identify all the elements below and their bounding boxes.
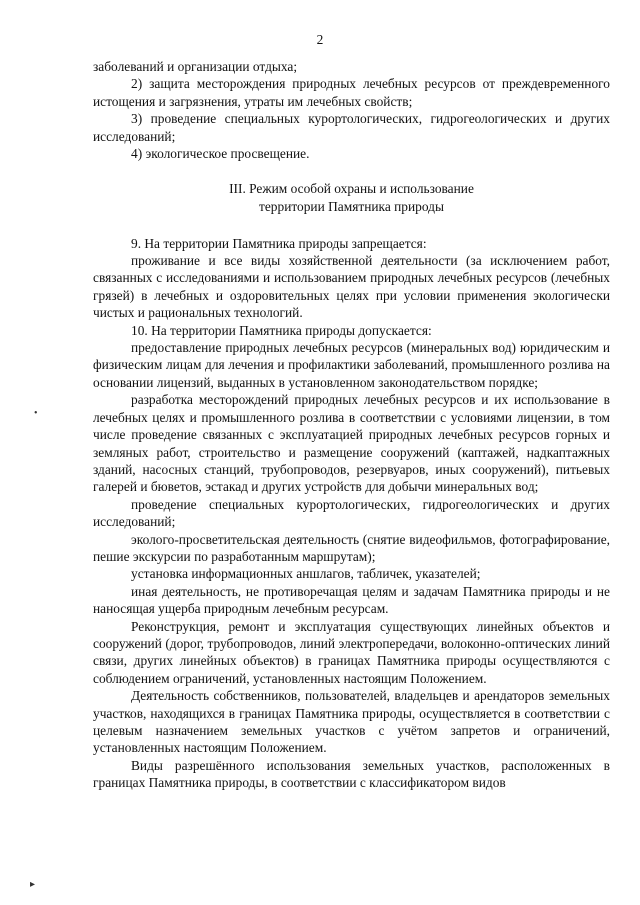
scan-mark: ▸ [30,879,36,890]
page-body [93,58,610,792]
intro-continuation: заболеваний и организации отдыха; [93,59,298,74]
paragraph-land-owners: Деятельность собственников, пользователей, владельцев и арендаторов земельных участков, находящихся в границах Памятника природы, осуществляется в соответствии с целевым назначением земельных участков с учётом запретов и ограничений, установленных настоящим Положением. [93,688,610,756]
intro-item-4: 4) экологическое просвещение. [131,146,310,162]
section-heading-line-1: III. Режим особой охраны и использование [229,181,474,197]
clause-10-item: эколого-просветительская деятельность (снятие видеофильмов, фотографирование, пешие экскурсии по разработанным маршрутам); [93,531,610,564]
clause-9-item: проживание и все виды хозяйственной деятельности (за исключением работ, связанных с исследованиями и использованием природных лечебных ресурсов (лечебных грязей) в лечебных и оздоровительных целях при условии применения экологически чистых и рациональных технологий. [93,253,610,321]
clause-10-item: иная деятельность, не противоречащая целям и задачам Памятника природы и не наносящая ущерба природным лечебным ресурсам. [93,583,610,617]
scan-mark: • [34,408,38,419]
clause-9-title: 9. На территории Памятника природы запрещается: [131,235,427,251]
clause-10-item: установка информационных аншлагов, табличек, указателей; [131,566,481,582]
intro-item-2: 2) защита месторождения природных лечебных ресурсов от преждевременного истощения и загрязнения, утраты им лечебных свойств; [93,76,610,109]
clause-10-item: предоставление природных лечебных ресурсов (минеральных вод) юридическим и физическим лицам для лечения и профилактики заболеваний, промышленного розлива на основании лицензий, выданных в установленном законодательством порядке; [93,340,610,390]
paragraph-reconstruction: Реконструкция, ремонт и эксплуатация существующих линейных объектов и сооружений (дорог, трубопроводов, линий электропередачи, волоконно-оптических линий связи, других линейных объектов) в границах Памятника природы осуществляются с соблюдением ограничений, установленных настоящим Положением. [93,618,610,686]
section-heading-line-2: территории Памятника природы [259,199,444,215]
page-number: 2 [316,32,324,47]
clause-10-item: проведение специальных курортологических, гидрогеологических и других исследований; [93,496,610,530]
clause-10-title: 10. На территории Памятника природы допускается: [131,322,432,338]
paragraph-land-use: Виды разрешённого использования земельных участков, расположенных в границах Памятника природы, в соответствии с классификатором видов [93,757,610,791]
clause-10-item: разработка месторождений природных лечебных ресурсов и их использование в лечебных целях и промышленного розлива в соответствии с условиями лицензии, в том числе проведение связанных с эксплуатацией природных лечебных ресурсов горных и земляных работ, строительство и размещение сооружений (каптажей, надкаптажных зданий, насосных станций, трубопроводов, резервуаров, иных сооружений), питьевых галерей и бюветов, эстакад и других устройств для добычи минеральных вод; [93,392,610,495]
section-heading [93,180,610,215]
intro-item-3: 3) проведение специальных курортологических, гидрогеологических и других исследований; [93,111,610,144]
